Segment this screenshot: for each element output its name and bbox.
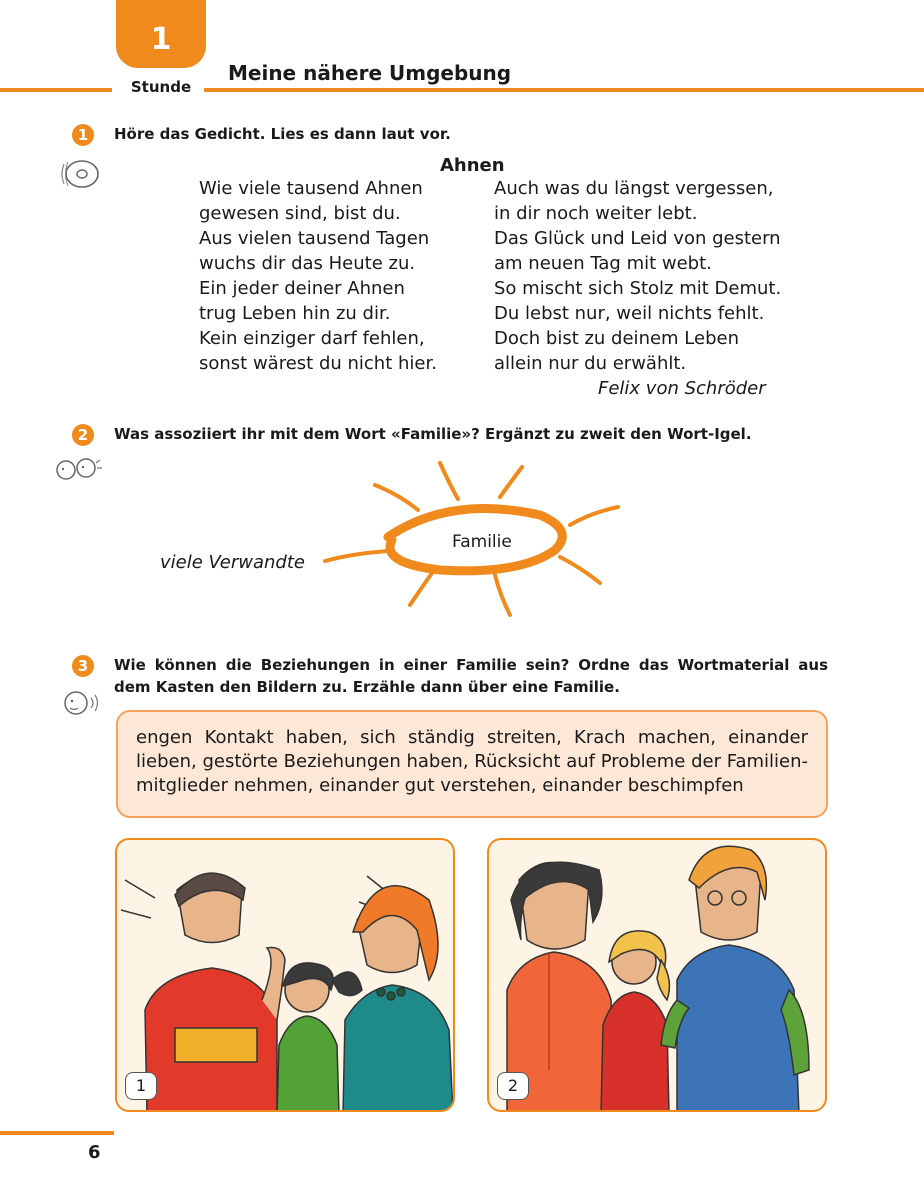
mindmap-example-word: viele Verwandte — [160, 552, 305, 573]
cd-icon — [58, 156, 102, 192]
happy-family-illustration — [489, 840, 827, 1112]
task2-number: 2 — [72, 424, 94, 446]
poem-line: Ein jeder deiner Ahnen — [199, 278, 405, 299]
picture-1 — [115, 838, 455, 1112]
picture-label: 2 — [497, 1072, 529, 1100]
page-number: 6 — [88, 1142, 101, 1163]
task3-instruction-line1: Wie können die Beziehungen in einer Familie sein? Ordne das Wortmaterial aus — [114, 656, 828, 674]
poem-stanza-right — [494, 176, 781, 376]
word-box: engen Kontakt haben, sich ständig streiten, Krach machen, einander lieben, gestörte Beziehungen haben, Rücksicht auf Probleme der Familien-mitglieder nehmen, einander gut verstehen, einander beschimpfen — [116, 710, 828, 818]
lesson-number: 1 — [150, 22, 172, 57]
poem-line: gewesen sind, bist du. — [199, 203, 401, 224]
poem-line: Wie viele tausend Ahnen — [199, 178, 423, 199]
mindmap-center-word: Familie — [452, 532, 512, 552]
lesson-word: Stunde — [130, 78, 192, 96]
poem-line: Kein einziger darf fehlen, — [199, 328, 425, 349]
poem-line: Aus vielen tausend Tagen — [199, 228, 430, 249]
speaking-icon — [60, 688, 102, 718]
header-rule-left — [0, 88, 112, 92]
poem-line: Das Glück und Leid von gestern — [494, 228, 781, 249]
arguing-family-illustration — [117, 840, 455, 1112]
poem-line: So mischt sich Stolz mit Demut. — [494, 278, 782, 299]
task1-instruction: Höre das Gedicht. Lies es dann laut vor. — [114, 125, 451, 143]
task3-number: 3 — [72, 655, 94, 677]
poem-line: Doch bist zu deinem Leben — [494, 328, 739, 349]
task1-number: 1 — [72, 124, 94, 146]
header-rule-right — [204, 88, 924, 92]
poem-stanza-left — [199, 176, 437, 376]
task2-instruction: Was assoziiert ihr mit dem Wort «Familie»? Ergänzt zu zweit den Wort-Igel. — [114, 425, 752, 443]
lesson-tab — [116, 0, 206, 68]
poem-title: Ahnen — [440, 155, 505, 176]
poem-line: trug Leben hin zu dir. — [199, 303, 391, 324]
poem-line: Auch was du längst vergessen, — [494, 178, 774, 199]
pair-work-icon — [52, 455, 104, 483]
footer-rule — [0, 1131, 114, 1135]
picture-2 — [487, 838, 827, 1112]
picture-label: 1 — [125, 1072, 157, 1100]
poem-line: allein nur du erwählt. — [494, 353, 687, 374]
poem-author: Felix von Schröder — [598, 378, 766, 399]
poem-line: wuchs dir das Heute zu. — [199, 253, 416, 274]
poem-line: sonst wärest du nicht hier. — [199, 353, 437, 374]
page-title: Meine nähere Umgebung — [228, 61, 512, 85]
poem-line: in dir noch weiter lebt. — [494, 203, 698, 224]
poem-line: am neuen Tag mit webt. — [494, 253, 712, 274]
task3-instruction-line2: dem Kasten den Bildern zu. Erzähle dann über eine Familie. — [114, 678, 620, 696]
poem-line: Du lebst nur, weil nichts fehlt. — [494, 303, 765, 324]
